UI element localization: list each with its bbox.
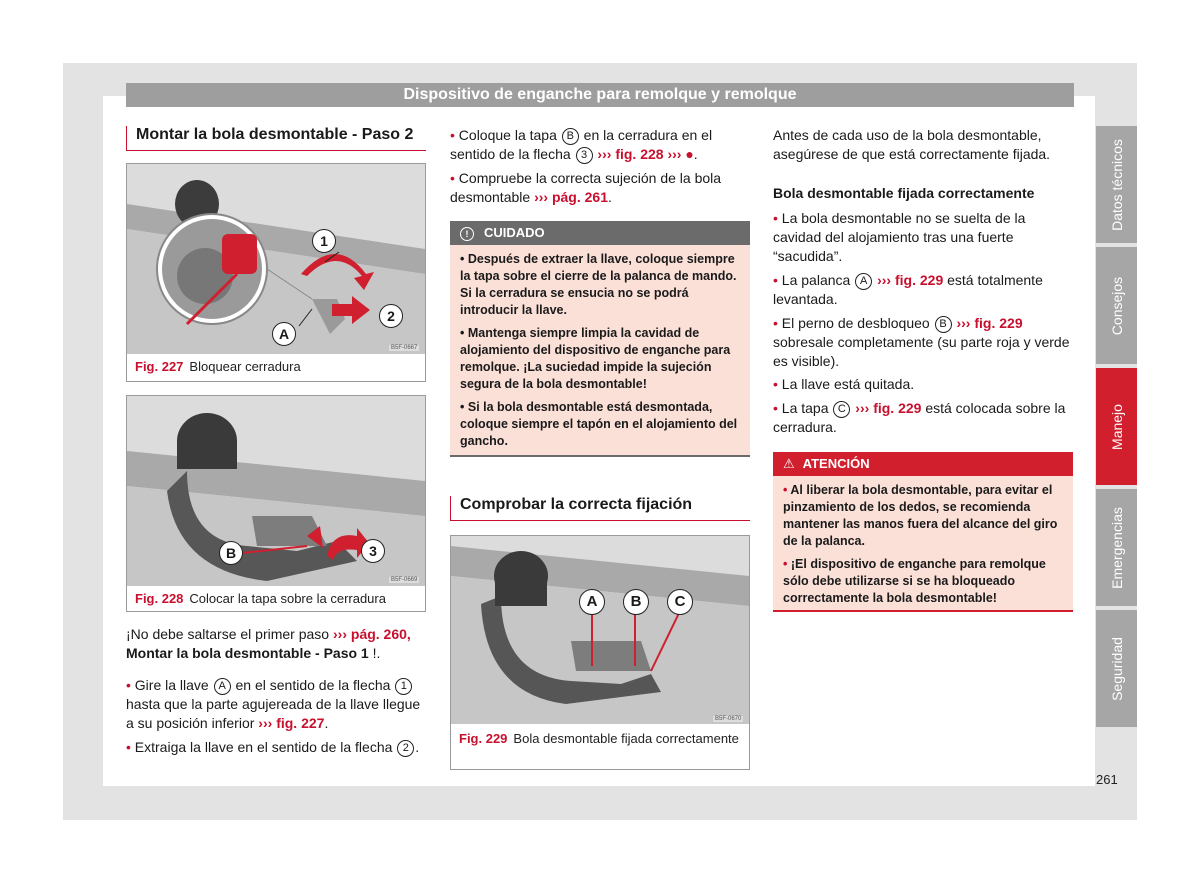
caution-item: • Mantenga siempre limpia la cavidad de alojamiento del dispositivo de enganche para remolque. ¡La suciedad impide la sujeción segura de la bola desmontable! [460, 326, 731, 391]
callout-ref: A [214, 678, 231, 695]
figure-link[interactable]: ››› fig. 227 [258, 715, 325, 731]
fig-228-illustration [127, 396, 425, 611]
callout-ref: B [562, 128, 579, 145]
warning-body [773, 476, 1073, 607]
fig-227-illustration [127, 164, 425, 381]
figure-link[interactable]: ››› fig. 229 [855, 400, 922, 416]
intro-paragraph: ¡No debe saltarse el primer paso ››› pág. 260, Montar la bola desmontable - Paso 1 !. [126, 626, 411, 661]
tab-emergencias[interactable]: Emergencias [1096, 489, 1137, 606]
callout-1: 1 [312, 229, 336, 253]
section-title-montar: Montar la bola desmontable - Paso 2 [126, 126, 426, 151]
figure-link[interactable]: ››› fig. 228 ››› ● [597, 146, 694, 162]
warning-item: • Al liberar la bola desmontable, para evitar el pinzamiento de los dedos, se recomienda mantener las manos fuera del alcance del giro de la palanca. [783, 483, 1058, 548]
figure-228 [126, 395, 426, 612]
callout-a: A [579, 589, 605, 615]
figure-code: B5F-0669 [391, 577, 418, 583]
bullet-palanca: • La palanca A ››› fig. 229 está totalmente levantada. [773, 272, 1043, 307]
figure-code: B5F-0667 [391, 345, 418, 351]
bullet-extraiga: • Extraiga la llave en el sentido de la flecha 2 . [126, 739, 420, 755]
callout-ref: 2 [397, 740, 414, 757]
callout-ref: B [935, 316, 952, 333]
page-number: 261 [1096, 772, 1118, 787]
callout-ref: 3 [576, 147, 593, 164]
callout-c: C [667, 589, 693, 615]
caution-header: ! CUIDADO [450, 221, 750, 245]
tab-datos-tecnicos[interactable]: Datos técnicos [1096, 126, 1137, 243]
figure-caption: Fig. 229 Bola desmontable fijada correctamente [459, 731, 739, 746]
callout-ref: A [855, 273, 872, 290]
callout-a: A [272, 322, 296, 346]
intro-paragraph: Antes de cada uso de la bola desmontable, asegúrese de que está correctamente fijada. [773, 127, 1051, 162]
figure-caption: Fig. 227 Bloquear cerradura [135, 359, 301, 374]
bullet-llave: • La llave está quitada. [773, 376, 915, 392]
callout-3: 3 [361, 539, 385, 563]
tab-manejo[interactable]: Manejo [1096, 368, 1137, 485]
warning-triangle-icon: ⚠ [783, 456, 795, 471]
warning-item: • ¡El dispositivo de enganche para remolque sólo debe utilizarse si se ha bloqueado correctamente la bola desmontable! [783, 557, 1046, 605]
figure-code: B5F-0670 [715, 716, 742, 722]
tab-seguridad[interactable]: Seguridad [1096, 610, 1137, 727]
caution-body [450, 245, 750, 450]
page-link[interactable]: ››› pág. 260, [333, 626, 411, 642]
callout-b: B [219, 541, 243, 565]
caution-box [450, 221, 750, 457]
bullet-compruebe: • Compruebe la correcta sujeción de la bola desmontable ››› pág. 261. [450, 170, 722, 205]
bullet-tapa: • La tapa C ››› fig. 229 está colocada sobre la cerradura. [773, 400, 1066, 435]
callout-ref: C [833, 401, 850, 418]
warning-box [773, 452, 1073, 612]
bullet-gire: • Gire la llave A en el sentido de la flecha 1 hasta que la parte agujereada de la llave llegue a su posición inferior ››› fig. 227. [126, 677, 421, 731]
page-link[interactable]: ››› pág. 261 [534, 189, 608, 205]
tab-consejos[interactable]: Consejos [1096, 247, 1137, 364]
warning-header: ⚠ ATENCIÓN [773, 452, 1073, 476]
info-icon: ! [460, 227, 474, 241]
bullet-perno: • El perno de desbloqueo B ››› fig. 229 sobresale completamente (su parte roja y verde es visible). [773, 315, 1070, 369]
caution-item: • Si la bola desmontable está desmontada, coloque siempre el tapón en el alojamiento del gancho. [460, 400, 738, 448]
figure-227 [126, 163, 426, 382]
chapter-header: Dispositivo de enganche para remolque y remolque [126, 83, 1074, 107]
figure-link[interactable]: ››› fig. 229 [877, 272, 944, 288]
callout-b: B [623, 589, 649, 615]
figure-link[interactable]: ››› fig. 229 [956, 315, 1023, 331]
figure-caption: Fig. 228 Colocar la tapa sobre la cerradura [135, 591, 386, 606]
caution-item: • Después de extraer la llave, coloque siempre la tapa sobre el cierre de la palanca de mando. Si la cerradura se ensucia no se podrá introducir la llave. [460, 252, 737, 317]
callout-2: 2 [379, 304, 403, 328]
bullet-coloque: • Coloque la tapa B en la cerradura en el sentido de la flecha 3 ››› fig. 228 ››› ●. [450, 127, 713, 162]
subsection-title: Bola desmontable fijada correctamente [773, 185, 1035, 201]
figure-229 [450, 535, 750, 770]
callout-ref: 1 [395, 678, 412, 695]
bullet-no-suelta: • La bola desmontable no se suelta de la cavidad del alojamiento tras una fuerte “sacudida”. [773, 210, 1026, 264]
section-title-comprobar: Comprobar la correcta fijación [450, 496, 750, 521]
